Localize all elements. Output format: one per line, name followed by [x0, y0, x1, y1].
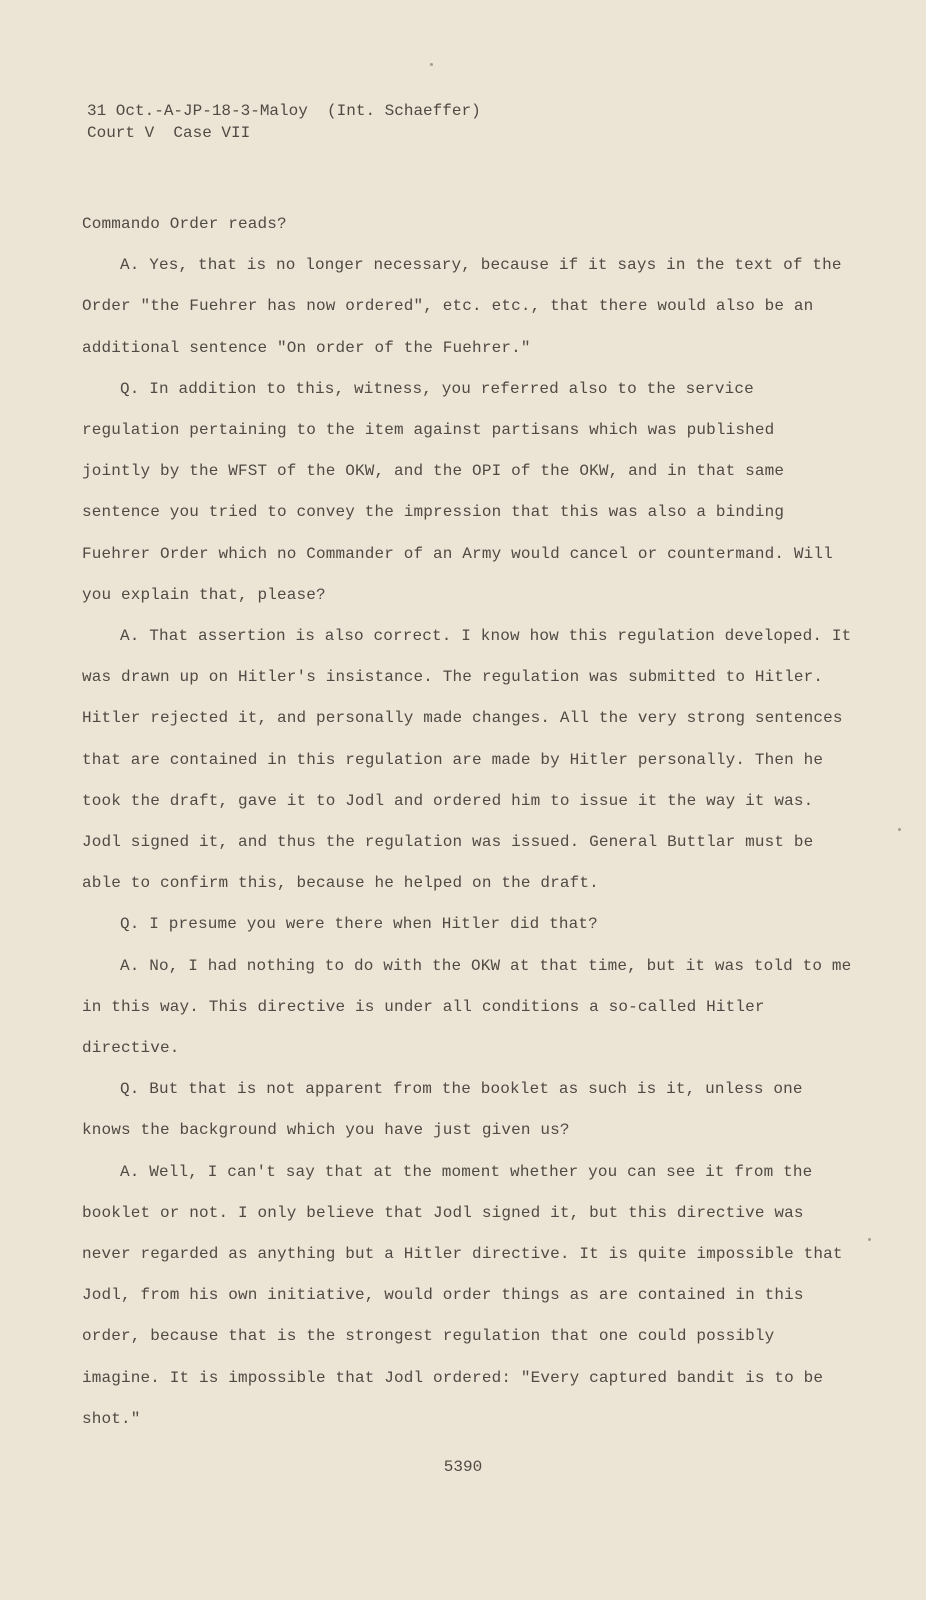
paragraph: Q. I presume you were there when Hitler did that?: [120, 915, 598, 934]
paragraph: A. Well, I can't say that at the moment whether you can see it from the booklet or not. I only believe that Jodl signed it, but this directive was never regarded as anything but a Hitler directive. It is quite impossible that Jodl, from his own initiative, would order things as are contained in this order, because that is the strongest regulation that one could possibly imagine. It is impossible that Jodl ordered: "Every captured bandit is to be shot.": [82, 1162, 843, 1428]
paper-speck: [898, 828, 901, 831]
paragraph: A. Yes, that is no longer necessary, because if it says in the text of the Order "the Fuehrer has now ordered", etc. etc., that there would also be an additional sentence "On order of the Fuehrer.": [82, 256, 842, 357]
paragraph: A. No, I had nothing to do with the OKW at that time, but it was told to me in this way. This directive is under all conditions a so-called Hitler directive.: [82, 956, 852, 1058]
header-case-line: 31 Oct.-A-JP-18-3-Maloy (Int. Schaeffer): [87, 102, 481, 120]
page-number: 5390: [443, 1458, 483, 1476]
paragraph: A. That assertion is also correct. I know how this regulation developed. It was drawn up on Hitler's insistance. The regulation was submitted to Hitler. Hitler rejected it, and personally made changes. All the very strong sentences that are contained in this regulation are made by Hitler personally. Then he took the draft, gave it to Jodl and ordered him to issue it the way it was. Jodl signed it, and thus the regulation was issued. General Buttlar must be able to confirm this, because he helped on the draft.: [82, 627, 852, 893]
paragraph: Commando Order reads?: [82, 215, 287, 233]
transcript-body: [82, 204, 852, 1440]
paper-speck: [430, 63, 433, 66]
paragraph: Q. In addition to this, witness, you referred also to the service regulation pertaining to the item against partisans which was published jointly by the WFST of the OKW, and the OPI of the OKW, and in that same sentence you tried to convey the impression that this was also a binding Fuehrer Order which no Commander of an Army would cancel or countermand. Will you explain that, please?: [82, 379, 833, 604]
document-header: [87, 100, 481, 144]
paper-speck: [868, 1238, 871, 1241]
paragraph: Q. But that is not apparent from the booklet as such is it, unless one knows the background which you have just given us?: [82, 1080, 803, 1140]
header-court-line: Court V Case VII: [87, 124, 251, 142]
